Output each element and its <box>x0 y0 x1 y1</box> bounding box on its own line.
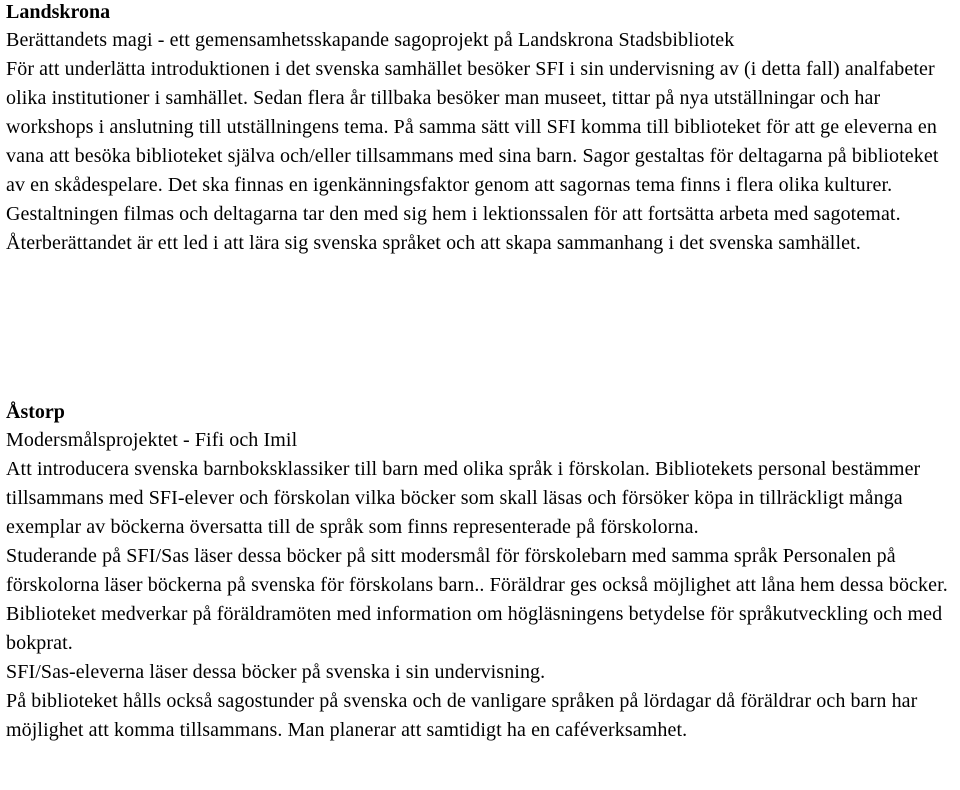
project-title: Modersmålsprojektet - Fifi och Imil <box>6 429 298 451</box>
section-heading: Åstorp <box>6 401 65 423</box>
section-astorp <box>6 398 956 745</box>
section-heading: Landskrona <box>6 1 111 23</box>
paragraph: Att introducera svenska barnboksklassiker till barn med olika språk i förskolan. Bibliotekets personal bestämmer tillsammans med SFI-elever och förskolan vilka böcker som skall läsas och försöker köpa in tillräckligt många exemplar av böckerna översatta till de språk som finns representerade på förskolorna. <box>6 458 921 538</box>
project-title: Berättandets magi - ett gemensamhetsskapande sagoprojekt på Landskrona Stadsbibliotek <box>6 29 735 51</box>
paragraph: Studerande på SFI/Sas läser dessa böcker på sitt modersmål för förskolebarn med samma språk Personalen på förskolorna läser böckerna på svenska för förskolans barn.. Föräldrar ges också möjlighet att låna hem dessa böcker. Biblioteket medverkar på föräldramöten med information om högläsningens betydelse för språkutveckling och med bokprat. <box>6 545 948 654</box>
paragraph: SFI/Sas-eleverna läser dessa böcker på svenska i sin undervisning. <box>6 661 546 683</box>
paragraph: För att underlätta introduktionen i det svenska samhället besöker SFI i sin undervisning av (i detta fall) analfabeter olika institutioner i samhället. Sedan flera år tillbaka besöker man museet, tittar på nya utställningar och har workshops i anslutning till utställningens tema. På samma sätt vill SFI komma till biblioteket för att ge eleverna en vana att besöka biblioteket själva och/eller tillsammans med sina barn. Sagor gestaltas för deltagarna på biblioteket av en skådespelare. Det ska finnas en igenkänningsfaktor genom att sagornas tema finns i flera olika kulturer. Gestaltningen filmas och deltagarna tar den med sig hem i lektionssalen för att fortsätta arbeta med sagotemat. Återberättandet är ett led i att lära sig svenska språket och att skapa sammanhang i det svenska samhället. <box>6 58 939 254</box>
paragraph: På biblioteket hålls också sagostunder på svenska och de vanligare språken på lördagar då föräldrar och barn har möjlighet att komma tillsammans. Man planerar att samtidigt ha en caféverksamhet. <box>6 690 918 741</box>
section-landskrona <box>6 0 956 258</box>
